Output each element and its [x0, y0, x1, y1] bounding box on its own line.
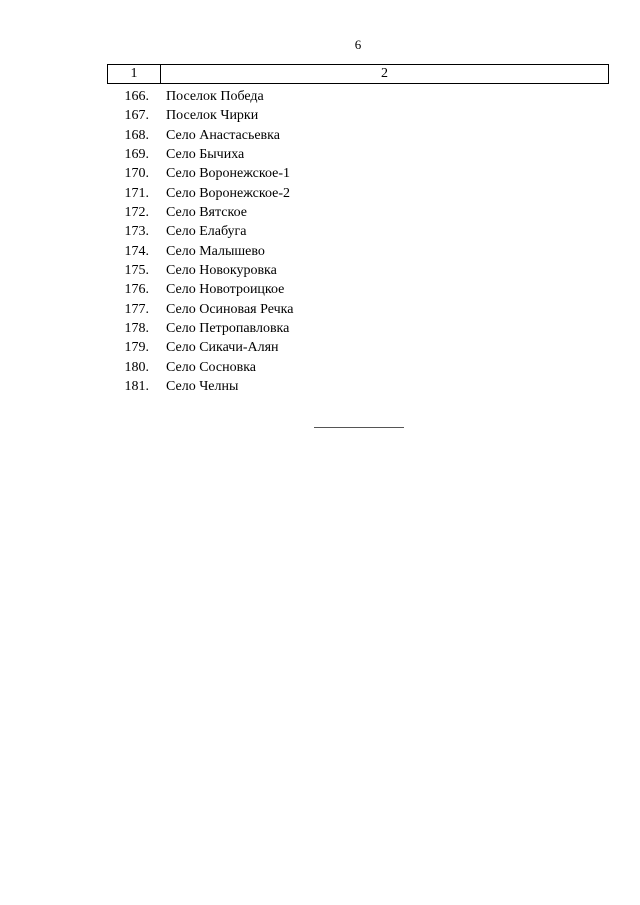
column-header-2: 2 [161, 65, 609, 84]
settlement-name: Село Елабуга [166, 224, 247, 240]
settlement-name: Село Осиновая Речка [166, 301, 294, 317]
row-number: 167. [124, 108, 149, 124]
table-row [107, 87, 609, 106]
table-header [107, 64, 609, 84]
table-row [107, 145, 609, 164]
end-divider [314, 427, 404, 428]
table-row [107, 280, 609, 299]
row-number: 166. [124, 89, 149, 105]
settlement-list [107, 87, 609, 396]
table-row [107, 261, 609, 280]
table-row [107, 242, 609, 261]
settlement-name: Поселок Чирки [166, 108, 259, 124]
table-row [107, 319, 609, 338]
table-row [107, 338, 609, 357]
table-row [107, 126, 609, 145]
table-row [107, 106, 609, 125]
settlement-name: Село Анастасьевка [166, 127, 280, 143]
row-number: 181. [124, 379, 149, 395]
settlement-name: Село Челны [166, 379, 239, 395]
row-number: 174. [124, 243, 149, 259]
row-number: 175. [124, 263, 149, 279]
settlement-name: Село Малышево [166, 243, 265, 259]
row-number: 168. [124, 127, 149, 143]
settlement-name: Село Воронежское-1 [166, 166, 291, 182]
row-number: 170. [124, 166, 149, 182]
row-number: 179. [124, 340, 149, 356]
row-number: 171. [124, 185, 149, 201]
column-header-1: 1 [108, 65, 161, 84]
table-row [107, 222, 609, 241]
page-number: 6 [354, 37, 362, 52]
settlement-name: Поселок Победа [166, 89, 264, 105]
row-number: 172. [124, 205, 149, 221]
settlement-name: Село Бычиха [166, 147, 245, 163]
table-row [107, 358, 609, 377]
table-row [107, 184, 609, 203]
row-number: 169. [124, 147, 149, 163]
table-row [107, 300, 609, 319]
row-number: 173. [124, 224, 149, 240]
settlement-name: Село Воронежское-2 [166, 185, 291, 201]
settlement-name: Село Сосновка [166, 359, 257, 375]
row-number: 176. [124, 282, 149, 298]
settlement-name: Село Сикачи-Алян [166, 340, 279, 356]
row-number: 180. [124, 359, 149, 375]
settlement-name: Село Новокуровка [166, 263, 277, 279]
row-number: 178. [124, 321, 149, 337]
settlement-name: Село Новотроицкое [166, 282, 285, 298]
table-row [107, 377, 609, 396]
table-row [107, 203, 609, 222]
settlement-name: Село Петропавловка [166, 321, 290, 337]
row-number: 177. [124, 301, 149, 317]
settlement-name: Село Вятское [166, 205, 247, 221]
table-row [107, 164, 609, 183]
